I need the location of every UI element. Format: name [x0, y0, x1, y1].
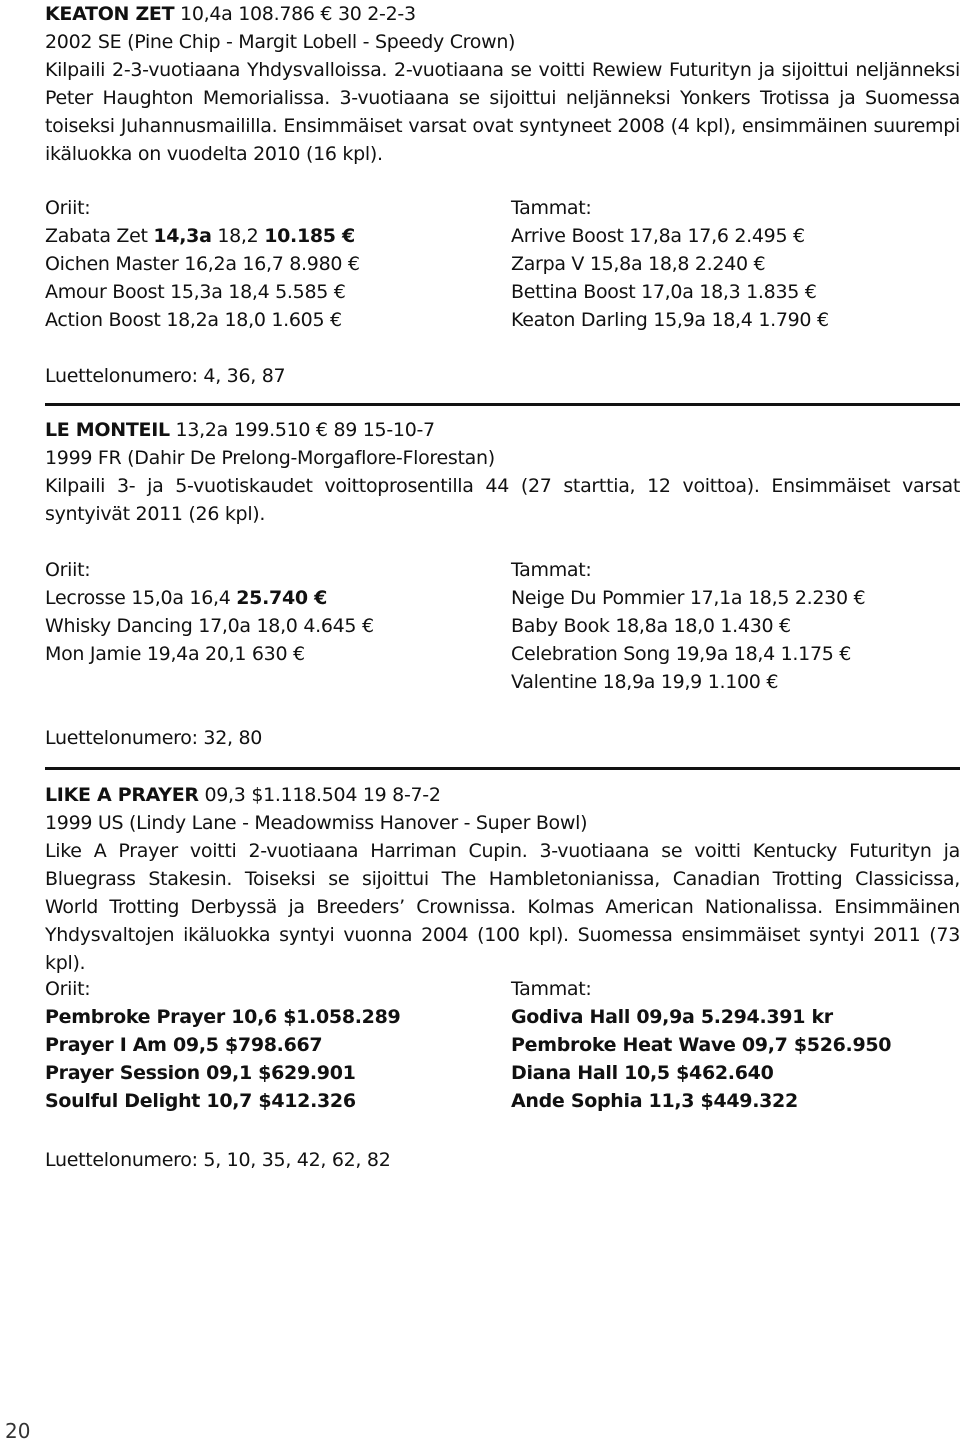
- pedigree: 2002 SE (Pine Chip - Margit Lobell - Speedy Crown): [45, 31, 516, 53]
- stallions-column: [45, 194, 360, 334]
- stallions-label: Oriit:: [45, 559, 91, 581]
- offspring-item: Valentine 18,9a 19,9 1.100 €: [511, 671, 779, 693]
- description-line: ikäluokka on vuodelta 2010 (16 kpl).: [45, 143, 383, 165]
- stallions-column: [45, 975, 400, 1115]
- description-line: Like A Prayer voitti 2-vuotiaana Harriman Cupin. 3-vuotiaana se voitti Kentucky Futurityn ja: [45, 840, 960, 862]
- mares-label: Tammat:: [511, 559, 592, 581]
- description-line: Bluegrass Stakesin. Toiseksi se sijoittui The Hambletonianissa, Canadian Trotting Classicissa,: [45, 868, 960, 890]
- offspring-item: Zabata Zet 14,3a 18,2 10.185 €: [45, 225, 355, 247]
- offspring-item: Amour Boost 15,3a 18,4 5.585 €: [45, 281, 346, 303]
- entry-header: [45, 781, 441, 809]
- description-line: toiseksi Juhannusmaililla. Ensimmäiset varsat ovat syntyneet 2008 (4 kpl), ensimmäinen suurempi: [45, 115, 960, 137]
- stallions-label: Oriit:: [45, 978, 91, 1000]
- entry-header: [45, 0, 416, 28]
- offspring-item: Oichen Master 16,2a 16,7 8.980 €: [45, 253, 360, 275]
- offspring-item: Baby Book 18,8a 18,0 1.430 €: [511, 615, 791, 637]
- description-line: Kilpaili 2-3-vuotiaana Yhdysvalloissa. 2-vuotiaana se voitti Rewiew Futurityn ja sijoittui neljänneksi: [45, 59, 960, 81]
- mares-label: Tammat:: [511, 197, 592, 219]
- pedigree: 1999 US (Lindy Lane - Meadowmiss Hanover - Super Bowl): [45, 812, 588, 834]
- offspring-item: Whisky Dancing 17,0a 18,0 4.645 €: [45, 615, 374, 637]
- offspring-item: Mon Jamie 19,4a 20,1 630 €: [45, 643, 305, 665]
- mares-column: [511, 975, 891, 1115]
- stallions-column: [45, 556, 374, 668]
- page-number: 20: [5, 1419, 31, 1443]
- offspring-item: Prayer I Am 09,5 $798.667: [45, 1034, 323, 1056]
- description-line: Yhdysvaltojen ikäluokka syntyi vuonna 2004 (100 kpl). Suomessa ensimmäiset syntyi 2011 (73 kpl).: [45, 924, 960, 974]
- offspring-item: Arrive Boost 17,8a 17,6 2.495 €: [511, 225, 805, 247]
- catalog-numbers: Luettelonumero: 32, 80: [45, 727, 263, 749]
- horse-name: KEATON ZET: [45, 3, 175, 25]
- horse-record: 09,3 $1.118.504 19 8-7-2: [204, 784, 441, 806]
- offspring-item: Prayer Session 09,1 $629.901: [45, 1062, 356, 1084]
- mares-column: [511, 556, 865, 696]
- section-divider: [45, 767, 960, 770]
- section-divider: [45, 403, 960, 406]
- offspring-item: Ande Sophia 11,3 $449.322: [511, 1090, 798, 1112]
- offspring-item: Action Boost 18,2a 18,0 1.605 €: [45, 309, 342, 331]
- offspring-item: Zarpa V 15,8a 18,8 2.240 €: [511, 253, 766, 275]
- description-line: Peter Haughton Memorialissa. 3-vuotiaana se sijoittui neljänneksi Yonkers Trotissa ja Suomessa: [45, 87, 960, 109]
- description-line: syntyivät 2011 (26 kpl).: [45, 503, 266, 525]
- offspring-item: Soulful Delight 10,7 $412.326: [45, 1090, 356, 1112]
- horse-name: LE MONTEIL: [45, 419, 170, 441]
- offspring-item: Celebration Song 19,9a 18,4 1.175 €: [511, 643, 852, 665]
- description-line: World Trotting Derbyssä ja Breeders’ Crownissa. Kolmas American Nationalissa. Ensimmäinen: [45, 896, 960, 918]
- horse-name: LIKE A PRAYER: [45, 784, 199, 806]
- pedigree: 1999 FR (Dahir De Prelong-Morgaflore-Florestan): [45, 447, 495, 469]
- offspring-item: Pembroke Prayer 10,6 $1.058.289: [45, 1006, 401, 1028]
- mares-column: [511, 194, 829, 334]
- offspring-item: Keaton Darling 15,9a 18,4 1.790 €: [511, 309, 829, 331]
- horse-record: 10,4a 108.786 € 30 2-2-3: [180, 3, 416, 25]
- offspring-item: Neige Du Pommier 17,1a 18,5 2.230 €: [511, 587, 866, 609]
- offspring-item: Godiva Hall 09,9a 5.294.391 kr: [511, 1006, 833, 1028]
- offspring-item: Bettina Boost 17,0a 18,3 1.835 €: [511, 281, 817, 303]
- offspring-item: Pembroke Heat Wave 09,7 $526.950: [511, 1034, 892, 1056]
- horse-record: 13,2a 199.510 € 89 15-10-7: [175, 419, 435, 441]
- offspring-item: Diana Hall 10,5 $462.640: [511, 1062, 774, 1084]
- description-line: Kilpaili 3- ja 5-vuotiskaudet voittoprosentilla 44 (27 starttia, 12 voittoa). Ensimmäiset varsat: [45, 475, 960, 497]
- catalog-numbers: Luettelonumero: 5, 10, 35, 42, 62, 82: [45, 1149, 391, 1171]
- stallions-label: Oriit:: [45, 197, 91, 219]
- mares-label: Tammat:: [511, 978, 592, 1000]
- catalog-numbers: Luettelonumero: 4, 36, 87: [45, 365, 286, 387]
- entry-header: [45, 416, 435, 444]
- offspring-item: Lecrosse 15,0a 16,4 25.740 €: [45, 587, 328, 609]
